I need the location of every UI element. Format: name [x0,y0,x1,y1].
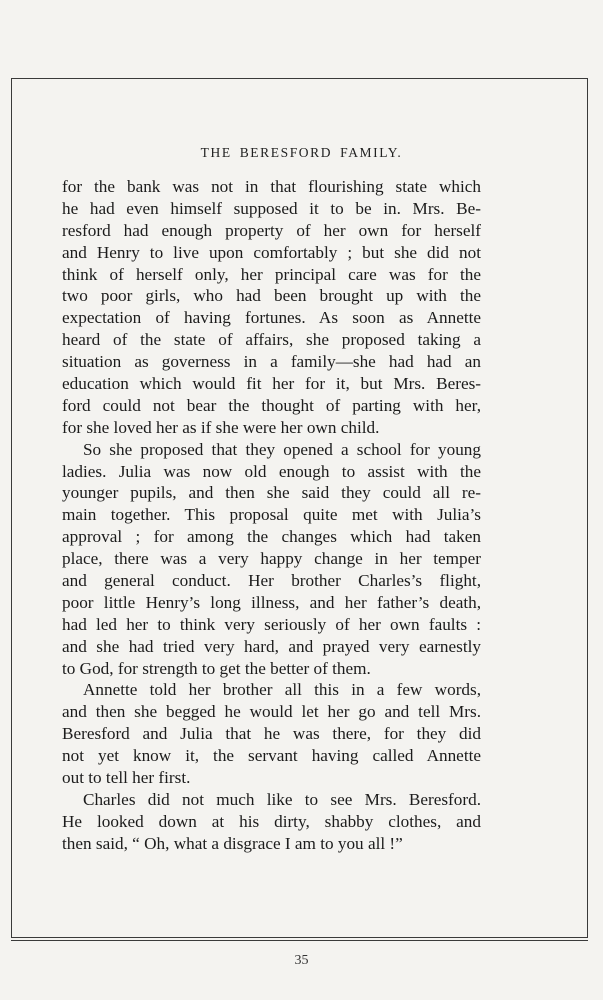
body-text [62,176,481,855]
text-line: education which would fit her for it, but Mrs. Beres- [62,374,481,394]
text-line: had led her to think very seriously of her own faults : [62,614,481,634]
text-line: ford could not bear the thought of parting with her, [62,395,481,415]
text-line: not yet know it, the servant having called Annette [62,746,481,766]
text-line: heard of the state of affairs, she proposed taking a [62,330,481,350]
text-line: younger pupils, and then she said they could all re- [62,483,481,503]
text-line: think of herself only, her principal care was for the [62,264,481,284]
text-line: and she had tried very hard, and prayed very earnestly [62,636,481,656]
text-line: approval ; for among the changes which had taken [62,527,481,547]
text-line: and Henry to live upon comfortably ; but she did not [62,242,481,262]
text-line: for the bank was not in that flourishing state which [62,177,481,196]
text-line: Beresford and Julia that he was there, for they did [62,724,481,744]
text-line: two poor girls, who had been brought up with the [62,286,481,306]
text-line: for she loved her as if she were her own child. [62,417,380,437]
text-line: situation as governess in a family—she had had an [62,352,481,372]
text-line: expectation of having fortunes. As soon as Annette [62,308,481,328]
text-line: poor little Henry’s long illness, and her father’s death, [62,592,481,612]
text-line: Annette told her brother all this in a few words, [83,680,481,700]
text-line: then said, “ Oh, what a disgrace I am to you all !” [62,833,403,853]
text-line: resford had enough property of her own for herself [62,220,481,240]
text-line: to God, for strength to get the better of them. [62,658,371,678]
text-line: He looked down at his dirty, shabby clothes, and [62,811,481,831]
text-line: he had even himself supposed it to be in. Mrs. Be- [62,198,481,218]
text-line: out to tell her first. [62,768,191,788]
bottom-rule [11,940,588,941]
page-number: 35 [294,953,309,968]
text-line: and then she begged he would let her go and tell Mrs. [62,702,481,722]
text-line: Charles did not much like to see Mrs. Beresford. [83,789,481,809]
text-line: main together. This proposal quite met with Julia’s [62,505,481,525]
running-head: THE BERESFORD FAMILY. [200,145,403,160]
text-line: So she proposed that they opened a school for young [83,439,481,459]
text-line: and general conduct. Her brother Charles’s flight, [62,571,481,591]
text-line: place, there was a very happy change in her temper [62,549,481,569]
text-line: ladies. Julia was now old enough to assist with the [62,461,481,481]
